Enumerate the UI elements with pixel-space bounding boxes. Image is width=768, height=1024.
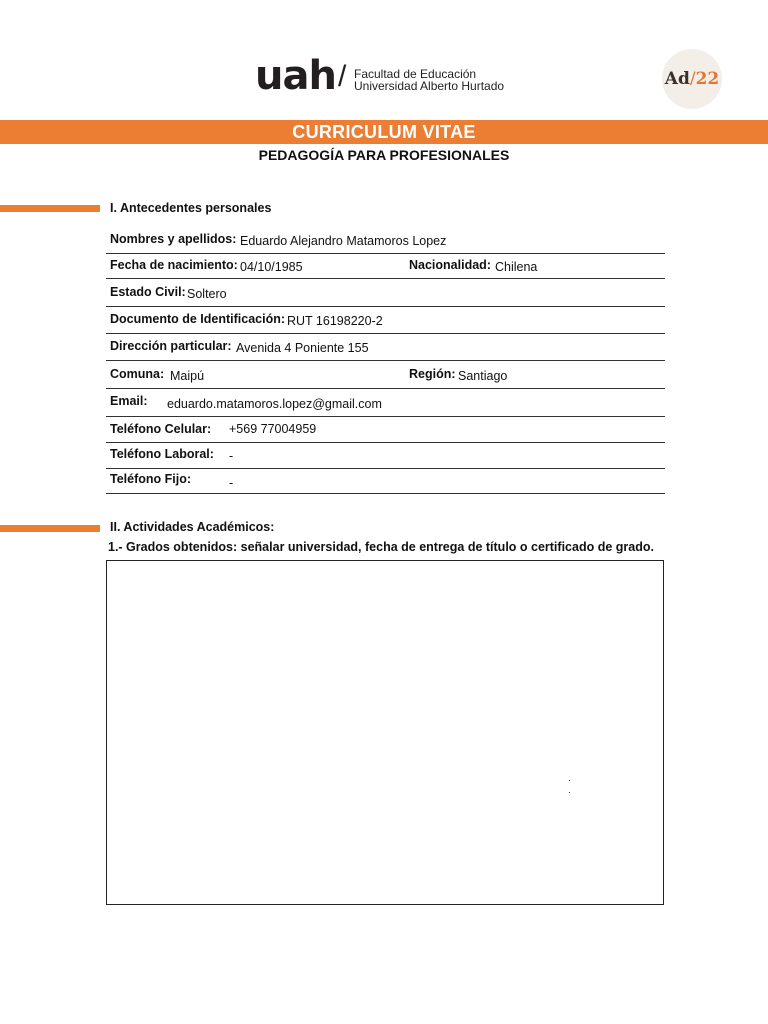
label-direccion: Dirección particular: xyxy=(110,339,232,353)
badge-prefix: Ad xyxy=(664,69,690,89)
row-divider xyxy=(106,333,665,334)
value-email: eduardo.matamoros.lopez@gmail.com xyxy=(167,397,382,411)
row-divider xyxy=(106,278,665,279)
section-title-academic: II. Actividades Académicos: xyxy=(110,520,275,534)
badge-number: 22 xyxy=(695,69,720,89)
row-divider xyxy=(106,468,665,469)
label-nombres: Nombres y apellidos: xyxy=(110,232,237,246)
value-telefono-fijo: - xyxy=(229,476,234,490)
document-title: CURRICULUM VITAE xyxy=(292,122,476,142)
label-estado-civil: Estado Civil: xyxy=(110,285,186,299)
university-name: Universidad Alberto Hurtado xyxy=(354,79,505,93)
value-telefono-laboral: - xyxy=(229,449,234,463)
label-telefono-celular: Teléfono Celular: xyxy=(110,422,212,436)
value-nombres: Eduardo Alejandro Matamoros Lopez xyxy=(240,234,447,248)
row-divider xyxy=(106,253,665,254)
row-divider xyxy=(106,306,665,307)
value-nacionalidad: Chilena xyxy=(495,260,538,274)
faculty-name: Facultad de Educación xyxy=(354,67,477,81)
grados-instruction: 1.- Grados obtenidos: señalar universidad, fecha de entrega de título o certificado de grado. xyxy=(108,540,654,554)
document-subtitle: PEDAGOGÍA PARA PROFESIONALES xyxy=(258,147,510,163)
admission-badge xyxy=(662,49,722,109)
label-comuna: Comuna: xyxy=(110,367,165,381)
label-documento: Documento de Identificación: xyxy=(110,312,286,326)
label-email: Email: xyxy=(110,394,148,408)
value-comuna: Maipú xyxy=(170,369,205,383)
value-region: Santiago xyxy=(458,369,508,383)
row-divider xyxy=(106,388,665,389)
label-nacionalidad: Nacionalidad: xyxy=(409,258,491,272)
section-title-personal: I. Antecedentes personales xyxy=(110,201,272,215)
row-divider xyxy=(106,416,665,417)
logo-slash: / xyxy=(338,60,347,93)
value-fecha-nacimiento: 04/10/1985 xyxy=(240,260,303,274)
row-divider xyxy=(106,493,665,494)
grados-text-area[interactable] xyxy=(106,560,664,905)
section-marker xyxy=(0,525,100,532)
value-estado-civil: Soltero xyxy=(187,287,227,301)
label-telefono-laboral: Teléfono Laboral: xyxy=(110,447,214,461)
value-documento: RUT 16198220-2 xyxy=(287,314,383,328)
section-marker xyxy=(0,205,100,212)
row-divider xyxy=(106,360,665,361)
row-divider xyxy=(106,442,665,443)
stray-mark xyxy=(569,792,570,793)
badge-slash: / xyxy=(689,69,696,89)
label-fecha-nacimiento: Fecha de nacimiento: xyxy=(110,258,238,272)
uah-logo: uah xyxy=(255,53,336,99)
label-telefono-fijo: Teléfono Fijo: xyxy=(110,472,192,486)
value-direccion: Avenida 4 Poniente 155 xyxy=(236,341,369,355)
value-telefono-celular: +569 77004959 xyxy=(229,422,317,436)
label-region: Región: xyxy=(409,367,456,381)
stray-mark xyxy=(569,780,570,781)
